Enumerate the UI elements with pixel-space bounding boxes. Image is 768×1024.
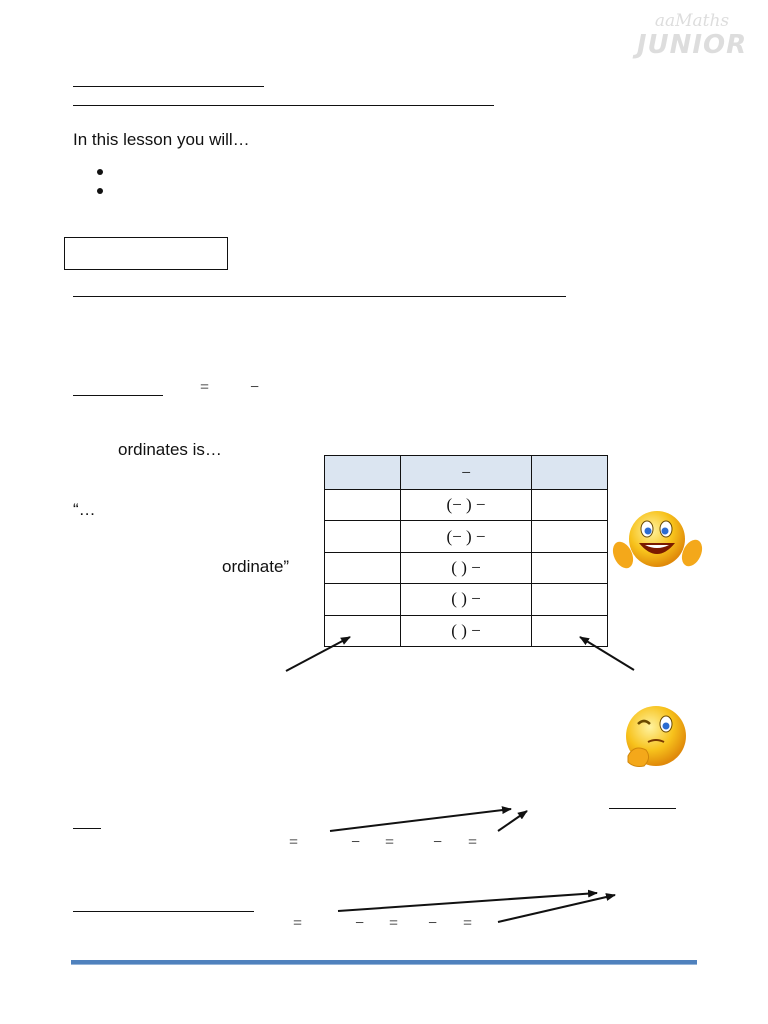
quote-close: ordinate” [222, 557, 290, 576]
table-row [325, 615, 608, 646]
excited-emoji-icon [609, 507, 705, 579]
arrow-eq1-short [498, 811, 527, 831]
table-cell-expr: (− ) − [401, 490, 532, 521]
logo [632, 12, 752, 76]
table-row [325, 584, 608, 615]
arrow-eq1-long [330, 809, 511, 831]
term-underline [73, 395, 163, 396]
eq2-symbol: = [389, 915, 399, 932]
table-header-row [325, 456, 608, 490]
logo-top-text: ааMaths [654, 11, 730, 31]
section-line [73, 296, 566, 297]
bullet-2 [97, 188, 103, 194]
table-row [325, 552, 608, 583]
table-cell-expr: ( ) − [401, 552, 532, 583]
table-cell-expr: (− ) − [401, 521, 532, 552]
answer-line-left [73, 828, 101, 829]
logo-bottom-text: JUNIOR [636, 30, 748, 60]
table-header-cell [325, 456, 401, 490]
eq1-symbol: = [468, 834, 478, 851]
eq1-symbol: = [289, 834, 299, 851]
subtitle-line [73, 105, 494, 106]
equals-sign: = [200, 379, 210, 396]
eq1-symbol: − [433, 834, 443, 851]
eq2-symbol: = [293, 915, 303, 932]
arrow-eq2-long [338, 893, 597, 911]
heading-box [64, 237, 228, 270]
table-cell-expr: ( ) − [401, 584, 532, 615]
footer-line [71, 960, 697, 965]
eq2-underline [73, 911, 254, 912]
ordinates-text: ordinates is… [118, 440, 222, 459]
bullet-1 [97, 169, 103, 175]
eq1-symbol: − [351, 834, 361, 851]
minus-sign: − [250, 379, 260, 396]
table-cell-expr: ( ) − [401, 615, 532, 646]
eq2-symbol: = [463, 915, 473, 932]
thinking-emoji-icon [620, 704, 692, 770]
eq1-symbol: = [385, 834, 395, 851]
table-header-cell [532, 456, 608, 490]
table-row [325, 490, 608, 521]
quote-open: “… [73, 500, 96, 519]
table-header-cell: − [401, 456, 532, 490]
arrow-eq2-short [498, 895, 615, 922]
title-underline [73, 86, 264, 87]
eq2-symbol: − [355, 915, 365, 932]
answer-line-right [609, 808, 676, 809]
table-row [325, 521, 608, 552]
eq2-symbol: − [428, 915, 438, 932]
ordinates-table [324, 455, 608, 647]
intro-lead: In this lesson you will… [73, 130, 250, 149]
